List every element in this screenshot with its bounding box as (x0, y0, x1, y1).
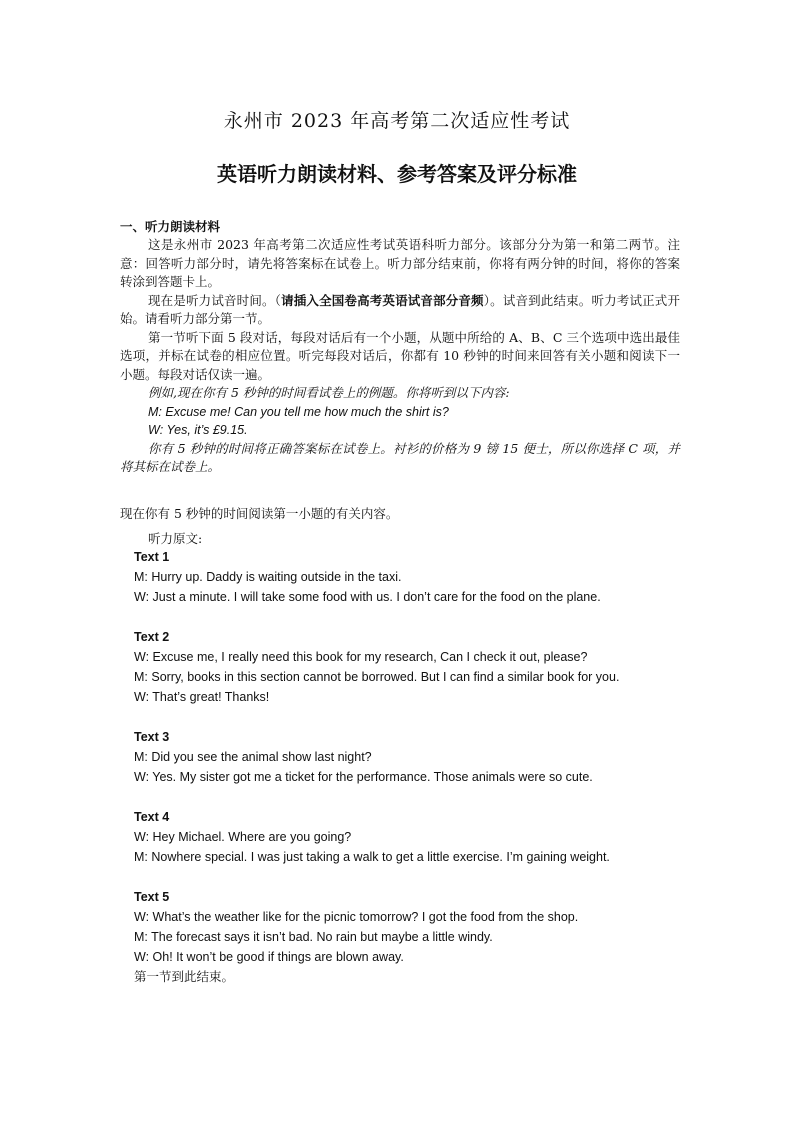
transcript-label: 听力原文: (148, 531, 203, 546)
section-body (120, 236, 680, 477)
example-intro: 例如,现在你有 5 秒钟的时间看试卷上的例题。你将听到以下内容: (148, 385, 510, 400)
example-line-w: W: Yes, it’s £9.15. (148, 423, 248, 437)
dialogue-line: M: Hurry up. Daddy is waiting outside in the taxi. (134, 570, 402, 584)
section-one-instructions: 第一节听下面 5 段对话，每段对话后有一个小题，从题中所给的 A、B、C 三个选项中选出最佳选项，并标在试卷的相应位置。听完每段对话后，你都有 10 秒钟的时间来回答有关小题和阅读下一小题。每段对话仅读一遍。 (120, 329, 680, 382)
dialogue-line: W: Oh! It won’t be good if things are blown away. (134, 950, 404, 964)
example-line-m: M: Excuse me! Can you tell me how much the shirt is? (148, 404, 449, 419)
document-title: 永州市 2023 年高考第二次适应性考试 (223, 110, 571, 132)
dialogue-line: W: Yes. My sister got me a ticket for the performance. Those animals were so cute. (134, 770, 593, 784)
read-note (120, 505, 680, 524)
text-heading: Text 2 (134, 630, 170, 644)
section-end-note: 第一节到此结束。 (134, 969, 235, 984)
dialogue-line: M: The forecast says it isn’t bad. No rain but maybe a little windy. (134, 930, 493, 944)
dialogue-line: M: Sorry, books in this section cannot be borrowed. But I can find a similar book for you. (134, 670, 620, 684)
sound-check-emphasis: 请插入全国卷高考英语试音部分音频 (281, 292, 484, 308)
text-heading: Text 3 (134, 730, 170, 744)
intro-paragraph: 这是永州市 2023 年高考第二次适应性考试英语科听力部分。该部分分为第一和第二两节。注意：回答听力部分时，请先将答案标在试卷上。听力部分结束前，你将有两分钟的时间，将你的答案转涂到答题卡上。 (120, 237, 680, 289)
example-note: 你有 5 秒钟的时间将正确答案标在试卷上。衬衫的价格为 9 镑 15 便士，所以你选择 C 项，并将其标在试卷上。 (120, 440, 680, 474)
section-heading: 一、听力朗读材料 (120, 219, 221, 234)
read-note-text: 现在你有 5 秒钟的时间阅读第一小题的有关内容。 (120, 506, 399, 521)
sound-check-paragraph (120, 292, 680, 329)
dialogue-line: W: That’s great! Thanks! (134, 690, 270, 704)
dialogue-line: M: Nowhere special. I was just taking a walk to get a little exercise. I’m gaining weight. (134, 850, 610, 864)
transcript (134, 547, 694, 987)
dialogue-line: W: Just a minute. I will take some food with us. I don’t care for the food on the plane. (134, 590, 601, 604)
dialogue-line: M: Did you see the animal show last night? (134, 750, 372, 764)
document-subtitle: 英语听力朗读材料、参考答案及评分标准 (217, 162, 577, 186)
text-heading: Text 1 (134, 550, 170, 564)
sound-check-text-b: ）。试音到此结束。听力考试正式开始。请看听力部分第一节。 (120, 292, 680, 326)
dialogue-line: W: Hey Michael. Where are you going? (134, 830, 352, 844)
dialogue-line: W: What’s the weather like for the picnic tomorrow? I got the food from the shop. (134, 910, 579, 924)
dialogue-line: W: Excuse me, I really need this book for my research, Can I check it out, please? (134, 650, 588, 664)
text-heading: Text 4 (134, 810, 170, 824)
text-heading: Text 5 (134, 890, 170, 904)
sound-check-text-a: 现在是听力试音时间。（ (148, 292, 282, 308)
